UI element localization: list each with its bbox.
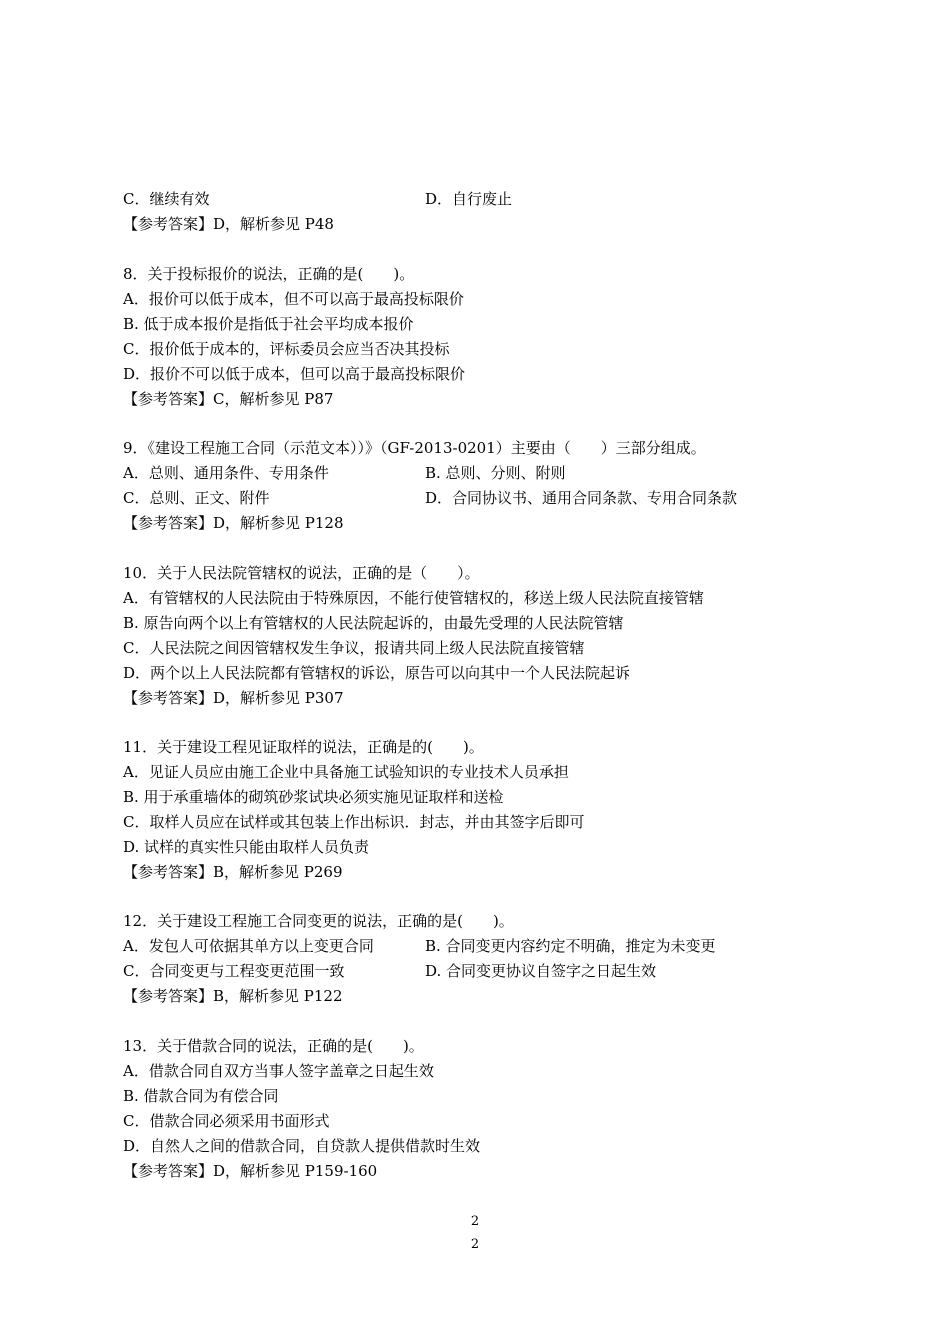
question-11-option-b: B. 用于承重墙体的砌筑砂浆试块必须实施见证取样和送检 — [123, 788, 504, 806]
question-8-answer: 【参考答案】C，解析参见 P87 — [123, 390, 334, 408]
question-9-option-a: A．总则、通用条件、专用条件 — [123, 464, 329, 482]
question-9-option-d: D．合同协议书、通用合同条款、专用合同条款 — [425, 489, 738, 507]
question-11-option-a: A．见证人员应由施工企业中具备施工试验知识的专业技术人员承担 — [123, 763, 569, 781]
question-13-option-c: C．借款合同必须采用书面形式 — [123, 1112, 330, 1130]
question-13-option-b: B. 借款合同为有偿合同 — [123, 1087, 279, 1105]
question-10-option-d: D．两个以上人民法院都有管辖权的诉讼，原告可以向其中一个人民法院起诉 — [123, 664, 631, 682]
question-12-option-c: C．合同变更与工程变更范围一致 — [123, 962, 345, 980]
question-12-option-d: D. 合同变更协议自签字之日起生效 — [425, 962, 657, 980]
question-9-answer: 【参考答案】D，解析参见 P128 — [123, 514, 344, 532]
question-12-option-b: B. 合同变更内容约定不明确，推定为未变更 — [425, 937, 716, 955]
question-8-option-b: B. 低于成本报价是指低于社会平均成本报价 — [123, 315, 414, 333]
option-c: C．继续有效 — [123, 190, 210, 208]
question-11-option-d: D. 试样的真实性只能由取样人员负责 — [123, 838, 370, 856]
question-13-option-d: D．自然人之间的借款合同，自贷款人提供借款时生效 — [123, 1137, 481, 1155]
page-number: 2 — [470, 1214, 480, 1229]
question-10-option-c: C．人民法院之间因管辖权发生争议，报请共同上级人民法院直接管辖 — [123, 639, 585, 657]
question-13-stem: 13．关于借款合同的说法，正确的是( )。 — [123, 1037, 424, 1055]
question-13-option-a: A．借款合同自双方当事人签字盖章之日起生效 — [123, 1062, 434, 1080]
question-8-option-c: C．报价低于成本的，评标委员会应当否决其投标 — [123, 340, 450, 358]
question-11-option-c: C．取样人员应在试样或其包装上作出标识．封志，并由其签字后即可 — [123, 813, 585, 831]
question-10-answer: 【参考答案】D，解析参见 P307 — [123, 689, 344, 707]
question-12-answer: 【参考答案】B，解析参见 P122 — [123, 987, 343, 1005]
question-12-option-a: A．发包人可依据其单方以上变更合同 — [123, 937, 374, 955]
question-10-option-a: A．有管辖权的人民法院由于特殊原因，不能行使管辖权的，移送上级人民法院直接管辖 — [123, 589, 704, 607]
question-10-stem: 10．关于人民法院管辖权的说法，正确的是（ ）。 — [123, 564, 480, 582]
question-8-stem: 8．关于投标报价的说法，正确的是( )。 — [123, 265, 415, 283]
option-d: D．自行废止 — [425, 190, 513, 208]
question-13-answer: 【参考答案】D，解析参见 P159-160 — [123, 1162, 378, 1180]
question-9-option-b: B. 总则、分则、附则 — [425, 464, 566, 482]
answer-line: 【参考答案】D，解析参见 P48 — [123, 215, 334, 233]
question-9-option-c: C．总则、正文、附件 — [123, 489, 270, 507]
question-9-stem: 9．《建设工程施工合同（示范文本））》（GF-2013-0201）主要由（ ）三部分组成。 — [123, 439, 706, 457]
question-8-option-d: D．报价不可以低于成本，但可以高于最高投标限价 — [123, 365, 466, 383]
question-11-answer: 【参考答案】B，解析参见 P269 — [123, 863, 343, 881]
question-10-option-b: B. 原告向两个以上有管辖权的人民法院起诉的，由最先受理的人民法院管辖 — [123, 614, 624, 632]
question-12-stem: 12．关于建设工程施工合同变更的说法，正确的是( )。 — [123, 912, 514, 930]
page-number-secondary: 2 — [470, 1237, 480, 1252]
question-11-stem: 11．关于建设工程见证取样的说法，正确是的( )。 — [123, 738, 484, 756]
question-8-option-a: A．报价可以低于成本，但不可以高于最高投标限价 — [123, 290, 464, 308]
